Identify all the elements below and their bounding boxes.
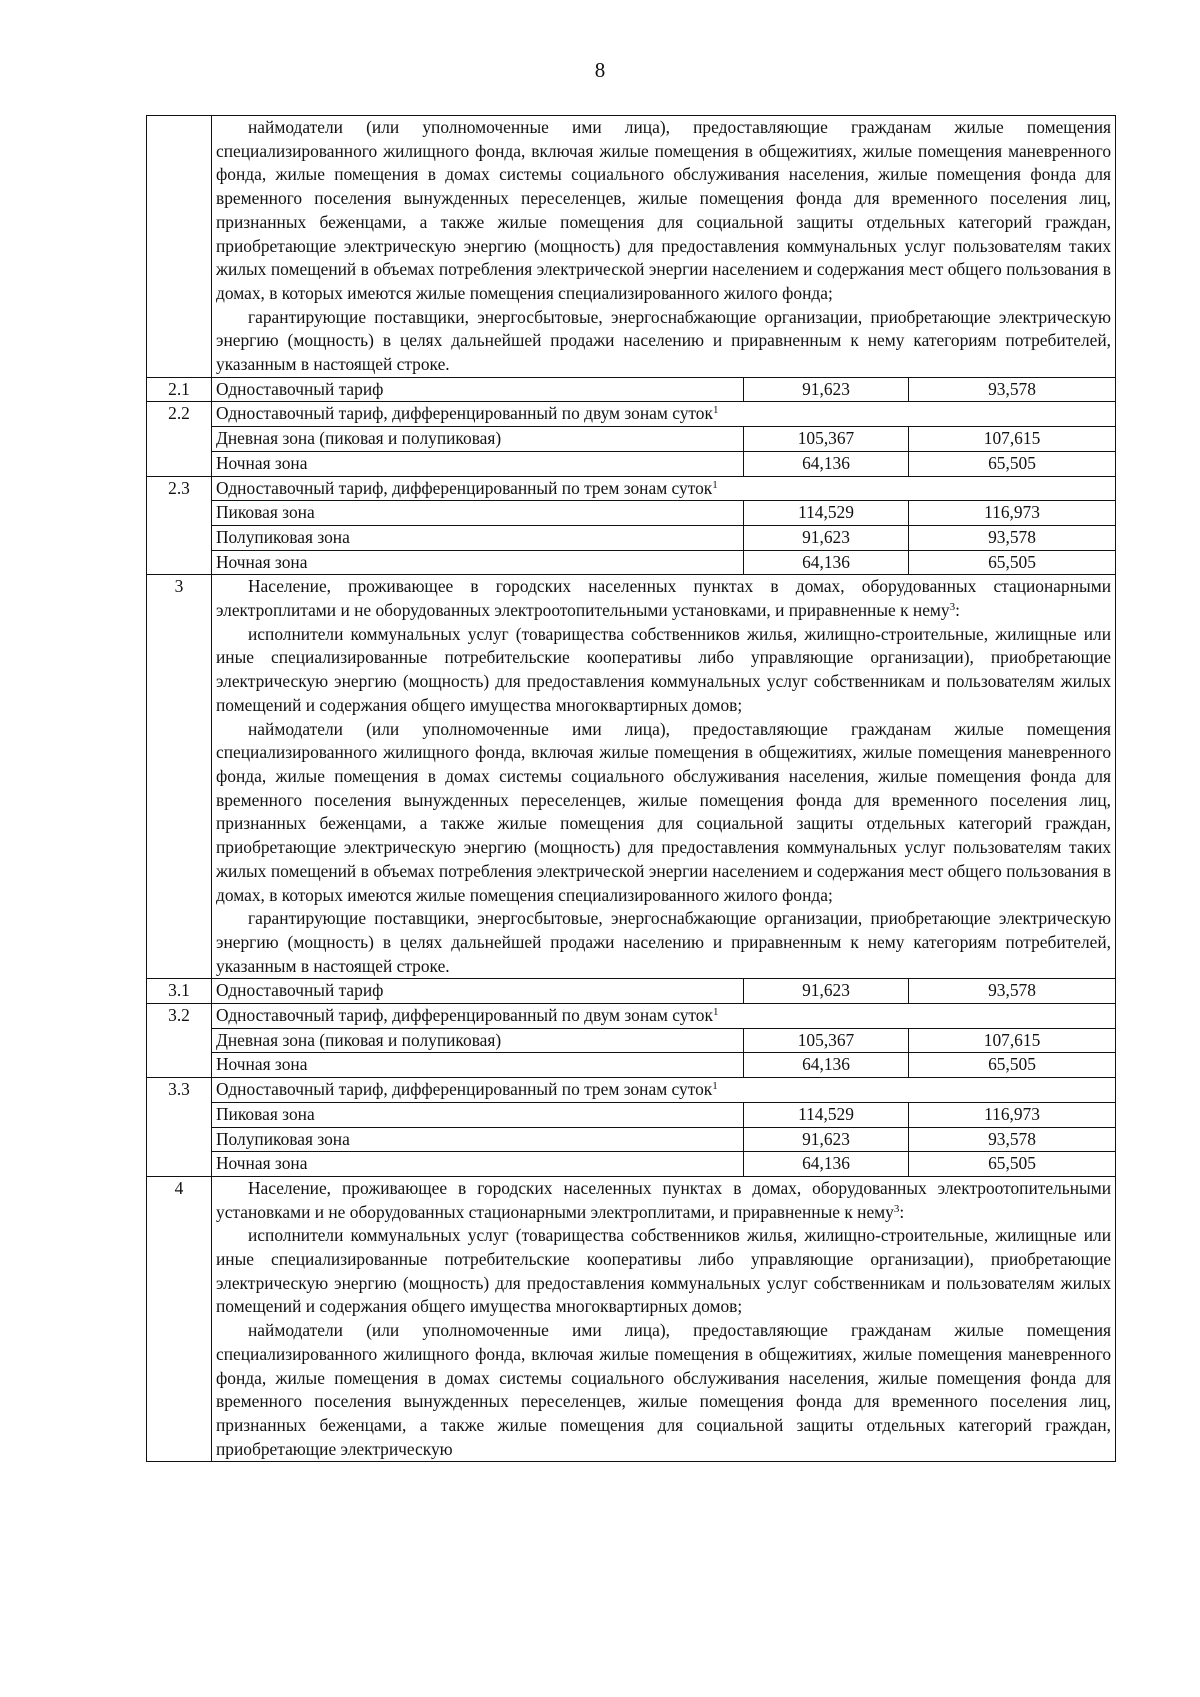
paragraph: гарантирующие поставщики, энергосбытовые, энергоснабжающие организации, приобретающие электрическую энергию (мощность) в целях дальнейшей продажи населению и приравненным к нему категориям потребителей, указанным в настоящей строке. [216, 908, 1112, 976]
value-cell: 65,505 [909, 1152, 1116, 1177]
row-label: Ночная зона [212, 550, 744, 575]
value-cell: 65,505 [909, 451, 1116, 476]
row-label [212, 1078, 1116, 1103]
table-row [147, 1102, 1116, 1127]
table-row [147, 1152, 1116, 1177]
row-label: Одноставочный тариф [212, 979, 744, 1004]
value-cell: 114,529 [744, 501, 909, 526]
table-row [147, 1078, 1116, 1103]
value-cell: 65,505 [909, 1053, 1116, 1078]
value-cell: 91,623 [744, 1127, 909, 1152]
value-cell: 107,615 [909, 1028, 1116, 1053]
paragraph: исполнители коммунальных услуг (товарищества собственников жилья, жилищно-строительные, жилищные или иные специализированные потребительские кооперативы либо управляющие организации), приобретающие электрическую энергию (мощность) для предоставления коммунальных услуг собственникам и пользователям жилых помещений и содержания общего имущества многоквартирных домов; [216, 623, 1112, 715]
tariff-table [146, 115, 1116, 1462]
value-cell: 114,529 [744, 1102, 909, 1127]
footnote-mark: 3 [949, 601, 956, 614]
table-row [147, 1176, 1116, 1461]
page-number: 8 [594, 58, 606, 82]
row-label: Полупиковая зона [212, 1127, 744, 1152]
value-cell: 91,623 [744, 979, 909, 1004]
value-cell: 105,367 [744, 427, 909, 452]
row-label-text: Одноставочный тариф, дифференцированный по двум зонам суток [216, 1005, 713, 1026]
value-cell: 93,578 [909, 979, 1116, 1004]
paragraph [216, 1177, 1111, 1224]
value-cell: 64,136 [744, 451, 909, 476]
value-cell: 64,136 [744, 550, 909, 575]
footnote-mark: 3 [893, 1202, 900, 1215]
row-label [212, 1004, 1116, 1029]
value-cell: 93,578 [909, 1127, 1116, 1152]
table-row [147, 476, 1116, 501]
table-row [147, 1004, 1116, 1029]
value-cell: 105,367 [744, 1028, 909, 1053]
row-number: 3.3 [147, 1078, 212, 1177]
row-label: Дневная зона (пиковая и полупиковая) [212, 427, 744, 452]
paragraph [216, 575, 1111, 622]
table-row [147, 979, 1116, 1004]
table-row [147, 1127, 1116, 1152]
row-label: Дневная зона (пиковая и полупиковая) [212, 1028, 744, 1053]
row-label: Одноставочный тариф [212, 377, 744, 402]
table-row [147, 402, 1116, 427]
row-number: 3.1 [147, 979, 212, 1004]
paragraph: гарантирующие поставщики, энергосбытовые, энергоснабжающие организации, приобретающие электрическую энергию (мощность) в целях дальнейшей продажи населению и приравненным к нему категориям потребителей, указанным в настоящей строке. [216, 306, 1112, 375]
row-label-text: Одноставочный тариф, дифференцированный по трем зонам суток [216, 477, 713, 498]
row-number: 2.1 [147, 377, 212, 402]
paragraph: наймодатели (или уполномоченные ими лица), предоставляющие гражданам жилые помещения специализированного жилищного фонда, включая жилые помещения в общежитиях, жилые помещения маневренного фонда, жилые помещения в домах системы социального обслуживания населения, жилые помещения фонда для временного поселения вынужденных переселенцев, жилые помещения фонда для временного поселения лиц, признанных беженцами, а также жилые помещения для социальной защиты отдельных категорий граждан, приобретающие электрическую [216, 1320, 1112, 1459]
row-number: 2.3 [147, 476, 212, 575]
table-row [147, 427, 1116, 452]
footnote-mark: 1 [712, 404, 719, 417]
row-label: Ночная зона [212, 1152, 744, 1177]
row-label-text: Одноставочный тариф, дифференцированный по двум зонам суток [216, 403, 713, 424]
value-cell: 107,615 [909, 427, 1116, 452]
row-number: 3.2 [147, 1004, 212, 1078]
value-cell: 65,505 [909, 550, 1116, 575]
table-row [147, 575, 1116, 979]
row-number: 3 [147, 575, 212, 979]
row-number: 2.2 [147, 402, 212, 476]
description-cell [212, 575, 1116, 979]
intro-text: Население, проживающее в городских населенных пунктах в домах, оборудованных стационарными электроплитами и не оборудованных электроотопительными установками, и приравненные к нему [216, 576, 1112, 621]
footnote-mark: 1 [712, 1080, 718, 1093]
paragraph: исполнители коммунальных услуг (товарищества собственников жилья, жилищно-строительные, жилищные или иные специализированные потребительские кооперативы либо управляющие организации), приобретающие электрическую энергию (мощность) для предоставления коммунальных услуг собственникам и пользователям жилых помещений и содержания общего имущества многоквартирных домов; [216, 1225, 1112, 1317]
paragraph: наймодатели (или уполномоченные ими лица), предоставляющие гражданам жилые помещения специализированного жилищного фонда, включая жилые помещения в общежитиях, жилые помещения маневренного фонда, жилые помещения в домах системы социального обслуживания населения, жилые помещения фонда для временного поселения вынужденных переселенцев, жилые помещения фонда для временного поселения лиц, признанных беженцами, а также жилые помещения для социальной защиты отдельных категорий граждан, приобретающие электрическую энергию (мощность) для предоставления коммунальных услуг пользователям таких жилых помещений в объемах потребления электрической энергии населением и содержания мест общего пользования в домах, в которых имеются жилые помещения специализированного жилого фонда; [216, 718, 1112, 905]
row-label: Пиковая зона [212, 501, 744, 526]
row-number: 4 [147, 1176, 212, 1461]
description-cell [212, 116, 1116, 378]
row-label: Полупиковая зона [212, 525, 744, 550]
value-cell: 64,136 [744, 1152, 909, 1177]
value-cell: 116,973 [909, 501, 1116, 526]
table-row [147, 501, 1116, 526]
row-label: Ночная зона [212, 451, 744, 476]
value-cell: 91,623 [744, 525, 909, 550]
row-label [212, 476, 1116, 501]
footnote-mark: 1 [712, 478, 718, 491]
row-label: Ночная зона [212, 1053, 744, 1078]
row-label [212, 402, 1116, 427]
description-cell [212, 1176, 1116, 1461]
intro-text: Население, проживающее в городских населенных пунктах в домах, оборудованных электроотопительными установками и не оборудованных стационарными электроплитами, и приравненные к нему [216, 1177, 1112, 1222]
intro-tail: : [899, 1201, 905, 1222]
value-cell: 93,578 [909, 377, 1116, 402]
value-cell: 116,973 [909, 1102, 1116, 1127]
footnote-mark: 1 [712, 1006, 719, 1019]
row-label: Пиковая зона [212, 1102, 744, 1127]
table-row [147, 550, 1116, 575]
intro-tail: : [955, 600, 960, 621]
table-row [147, 1053, 1116, 1078]
table-row [147, 1028, 1116, 1053]
table-row [147, 451, 1116, 476]
value-cell: 64,136 [744, 1053, 909, 1078]
value-cell: 91,623 [744, 377, 909, 402]
value-cell: 93,578 [909, 525, 1116, 550]
row-number-cell [147, 116, 212, 378]
table-row [147, 525, 1116, 550]
row-label-text: Одноставочный тариф, дифференцированный по трем зонам суток [216, 1079, 713, 1100]
table-row [147, 116, 1116, 378]
paragraph: наймодатели (или уполномоченные ими лица), предоставляющие гражданам жилые помещения специализированного жилищного фонда, включая жилые помещения в общежитиях, жилые помещения маневренного фонда, жилые помещения в домах системы социального обслуживания населения, жилые помещения фонда для временного поселения вынужденных переселенцев, жилые помещения фонда для временного поселения лиц, признанных беженцами, а также жилые помещения для социальной защиты отдельных категорий граждан, приобретающие электрическую энергию (мощность) для предоставления коммунальных услуг пользователям таких жилых помещений в объемах потребления электрической энергии населением и содержания мест общего пользования в домах, в которых имеются жилые помещения специализированного жилого фонда; [216, 117, 1112, 303]
table-row [147, 377, 1116, 402]
